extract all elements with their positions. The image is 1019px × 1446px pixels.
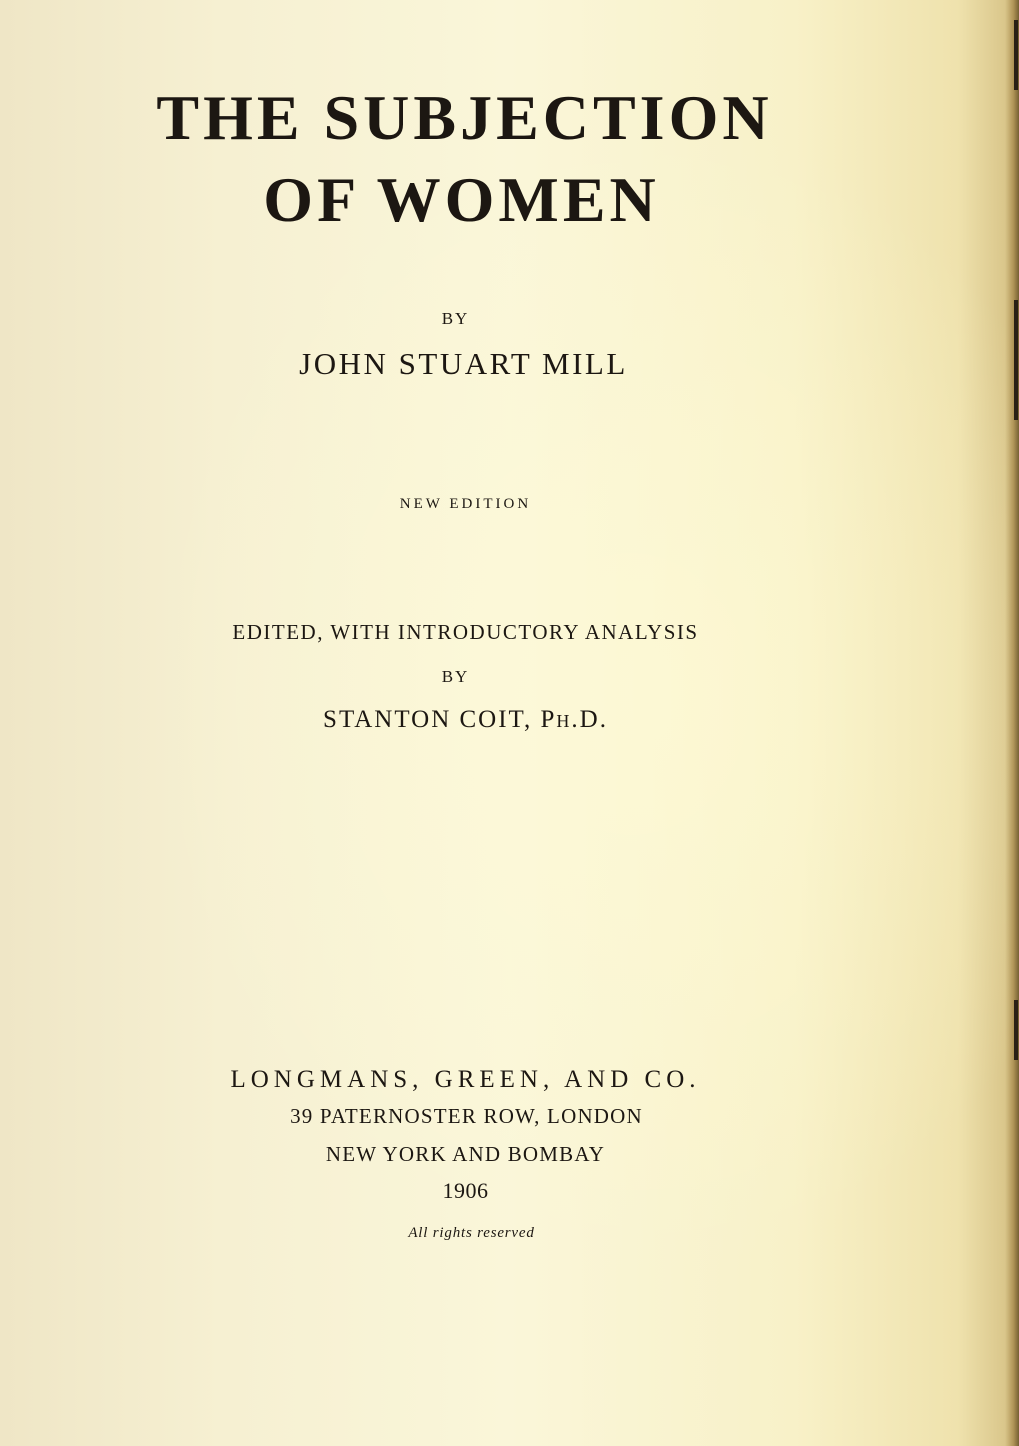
- page-edge-mark: [1014, 20, 1018, 90]
- publisher-name: LONGMANS, GREEN, AND CO.: [230, 1066, 701, 1093]
- editor-name-text: STANTON COIT,: [323, 706, 533, 733]
- by-label: BY: [441, 309, 470, 328]
- edition-label: NEW EDITION: [399, 496, 532, 512]
- book-title-line-1: THE SUBJECTION: [156, 82, 773, 153]
- page-edge-shadow: [1005, 0, 1019, 1446]
- rights-notice: All rights reserved: [408, 1225, 535, 1241]
- publication-year: 1906: [442, 1178, 489, 1203]
- editor-degree: Ph.D.: [540, 706, 608, 733]
- publisher-address: 39 PATERNOSTER ROW, LONDON: [290, 1104, 643, 1128]
- publisher-cities: NEW YORK AND BOMBAY: [325, 1142, 606, 1166]
- by-label-editor: BY: [441, 667, 470, 686]
- editor-name: [0, 706, 975, 734]
- page-edge-mark: [1014, 1000, 1018, 1060]
- edited-with-line: EDITED, WITH INTRODUCTORY ANALYSIS: [232, 620, 699, 644]
- book-title-line-2: OF WOMEN: [263, 164, 660, 235]
- page-edge-mark: [1014, 300, 1018, 420]
- author-name: JOHN STUART MILL: [299, 346, 628, 381]
